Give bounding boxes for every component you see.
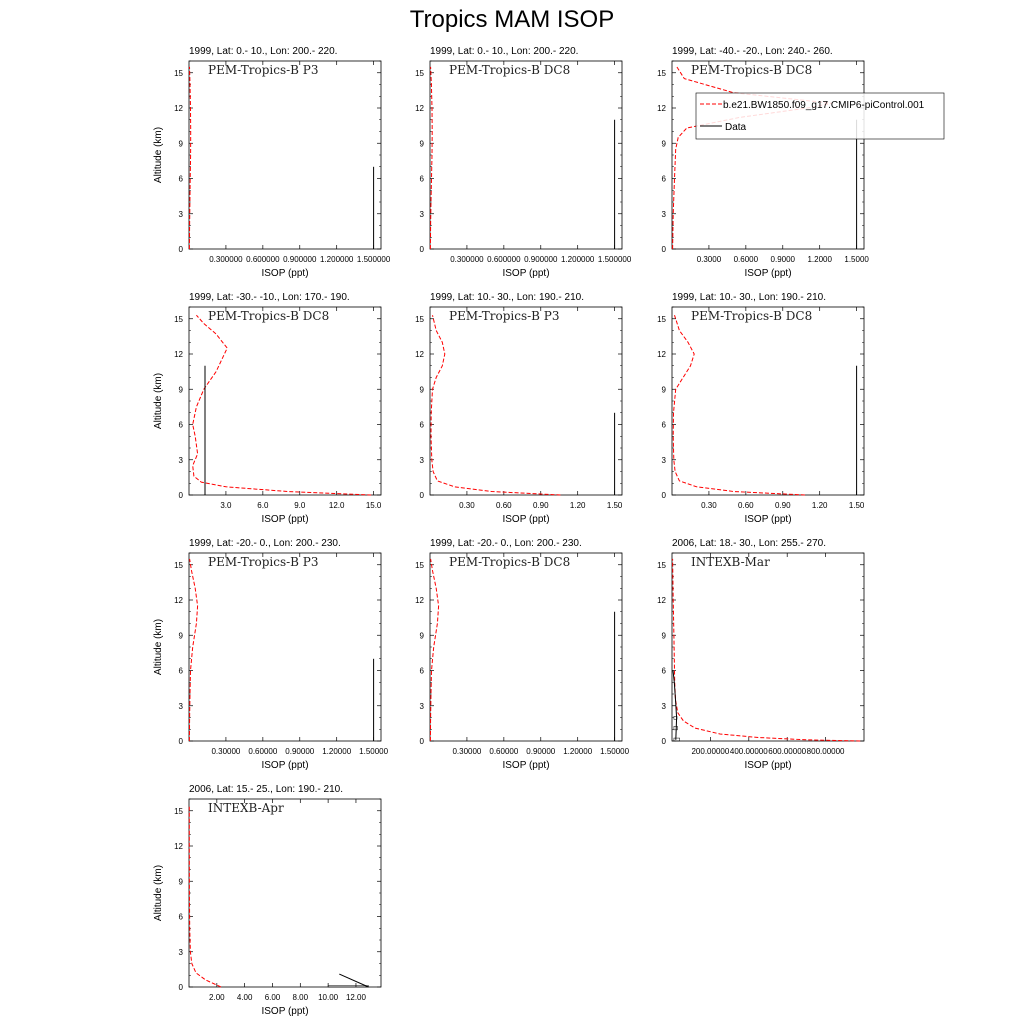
- y-tick-label: 3: [178, 455, 183, 465]
- y-tick-label: 6: [661, 420, 666, 430]
- plot-frame: [430, 307, 622, 495]
- x-tick-label: 0.60: [738, 501, 754, 510]
- x-tick-label: 0.30: [459, 501, 475, 510]
- y-tick-label: 3: [661, 455, 666, 465]
- y-axis-label: Altitude (km): [153, 126, 164, 184]
- plot-frame: [672, 61, 864, 249]
- panel-7: [153, 538, 389, 771]
- panels: [153, 46, 869, 1017]
- y-tick-label: 15: [657, 314, 666, 324]
- y-tick-label: 6: [178, 666, 183, 676]
- campaign-label: PEM-Tropics-B DC8: [691, 63, 813, 77]
- x-tick-label: 0.90: [774, 501, 791, 510]
- x-axis-label: ISOP (ppt): [502, 514, 550, 525]
- x-tick-label: 0.90000: [285, 747, 315, 756]
- x-tick-label: 0.30: [701, 501, 717, 510]
- panel-title: 1999, Lat: 0.- 10., Lon: 200.- 220.: [189, 46, 338, 57]
- legend-data-label: Data: [725, 122, 747, 133]
- y-tick-label: 0: [419, 245, 424, 254]
- y-tick-label: 3: [661, 701, 666, 711]
- y-tick-label: 9: [178, 631, 183, 641]
- panel-title: 1999, Lat: -20.- 0., Lon: 200.- 230.: [430, 538, 582, 549]
- legend: [696, 93, 944, 139]
- campaign-label: PEM-Tropics-B DC8: [449, 555, 571, 569]
- x-tick-label: 9.0: [294, 501, 306, 510]
- panel-title: 1999, Lat: -40.- -20., Lon: 240.- 260.: [672, 46, 833, 57]
- x-tick-label: 0.3000: [696, 255, 722, 264]
- x-tick-label: 6.00: [264, 993, 281, 1002]
- y-tick-label: 12: [415, 104, 424, 113]
- x-axis-label: ISOP (ppt): [261, 760, 309, 771]
- panel-2: [415, 46, 632, 279]
- y-tick-label: 0: [661, 245, 666, 254]
- x-tick-label: 1.20: [811, 501, 828, 510]
- campaign-label: PEM-Tropics-B P3: [208, 555, 319, 569]
- y-tick-label: 15: [174, 314, 183, 324]
- x-tick-label: 1.500000: [356, 255, 391, 264]
- y-tick-label: 6: [419, 420, 424, 430]
- x-tick-label: 0.300000: [450, 255, 484, 264]
- y-tick-label: 9: [178, 877, 183, 887]
- panel-3: [657, 46, 869, 279]
- x-axis-label: ISOP (ppt): [261, 514, 309, 525]
- y-tick-label: 9: [178, 139, 183, 149]
- panel-title: 1999, Lat: 10.- 30., Lon: 190.- 210.: [430, 292, 585, 303]
- x-tick-label: 0.30000: [452, 747, 482, 756]
- y-tick-label: 12: [415, 596, 424, 605]
- legend-model-label: b.e21.BW1850.f09_g17.CMIP6-piControl.001: [723, 100, 925, 111]
- y-tick-label: 12: [657, 104, 666, 113]
- y-tick-label: 9: [419, 139, 424, 149]
- x-tick-label: 0.60000: [489, 747, 519, 756]
- x-tick-label: 200.00000: [691, 747, 730, 756]
- y-tick-label: 9: [178, 385, 183, 395]
- panel-10: [153, 784, 381, 1017]
- x-tick-label: 12.00: [345, 993, 366, 1002]
- x-tick-label: 1.20000: [563, 747, 593, 756]
- y-tick-label: 0: [419, 491, 424, 500]
- y-tick-label: 0: [178, 245, 183, 254]
- x-axis-label: ISOP (ppt): [744, 760, 792, 771]
- y-tick-label: 12: [415, 350, 424, 359]
- y-tick-label: 0: [661, 737, 666, 746]
- panel-4: [153, 292, 382, 525]
- y-tick-label: 3: [419, 209, 424, 219]
- x-tick-label: 0.9000: [770, 255, 796, 264]
- x-tick-label: 1.200000: [320, 255, 354, 264]
- y-tick-label: 9: [661, 139, 666, 149]
- x-tick-label: 1.500000: [597, 255, 632, 264]
- y-tick-label: 3: [419, 701, 424, 711]
- x-tick-label: 800.00000: [806, 747, 845, 756]
- plot-frame: [189, 553, 381, 741]
- x-tick-label: 0.60: [496, 501, 512, 510]
- x-tick-label: 600.00000: [768, 747, 807, 756]
- y-axis-label: Altitude (km): [153, 864, 164, 922]
- y-tick-label: 3: [178, 209, 183, 219]
- plot-frame: [189, 61, 381, 249]
- campaign-label: PEM-Tropics-B DC8: [208, 309, 330, 323]
- y-tick-label: 0: [178, 983, 183, 992]
- y-axis-label: Altitude (km): [153, 372, 164, 430]
- y-tick-label: 9: [661, 631, 666, 641]
- y-tick-label: 6: [419, 666, 424, 676]
- panel-8: [415, 538, 630, 771]
- y-tick-label: 9: [419, 385, 424, 395]
- x-tick-label: 0.30000: [211, 747, 241, 756]
- campaign-label: PEM-Tropics-B P3: [208, 63, 319, 77]
- y-tick-label: 3: [178, 947, 183, 957]
- campaign-label: PEM-Tropics-B DC8: [691, 309, 813, 323]
- x-tick-label: 0.90: [532, 501, 549, 510]
- x-tick-label: 12.0: [328, 501, 345, 510]
- plot-frame: [672, 307, 864, 495]
- y-tick-label: 0: [661, 491, 666, 500]
- panel-title: 1999, Lat: -30.- -10., Lon: 170.- 190.: [189, 292, 350, 303]
- x-tick-label: 3.0: [220, 501, 232, 510]
- x-tick-label: 0.300000: [209, 255, 243, 264]
- y-tick-label: 9: [661, 385, 666, 395]
- y-tick-label: 6: [178, 912, 183, 922]
- panel-title: 1999, Lat: -20.- 0., Lon: 200.- 230.: [189, 538, 341, 549]
- panel-title: 1999, Lat: 0.- 10., Lon: 200.- 220.: [430, 46, 579, 57]
- plot-frame: [189, 799, 381, 987]
- x-tick-label: 1.200000: [561, 255, 595, 264]
- y-tick-label: 12: [657, 596, 666, 605]
- x-axis-label: ISOP (ppt): [744, 514, 792, 525]
- x-tick-label: 0.600000: [487, 255, 521, 264]
- y-tick-label: 12: [174, 842, 183, 851]
- panel-9: [657, 538, 864, 771]
- x-tick-label: 0.900000: [524, 255, 558, 264]
- y-tick-label: 15: [174, 806, 183, 816]
- x-tick-label: 1.50: [848, 501, 865, 510]
- x-tick-label: 6.0: [257, 501, 269, 510]
- y-tick-label: 6: [661, 666, 666, 676]
- y-tick-label: 0: [419, 737, 424, 746]
- panel-title: 2006, Lat: 18.- 30., Lon: 255.- 270.: [672, 538, 827, 549]
- x-tick-label: 0.60000: [248, 747, 278, 756]
- y-tick-label: 6: [178, 420, 183, 430]
- y-tick-label: 12: [174, 104, 183, 113]
- panel-1: [153, 46, 391, 279]
- x-axis-label: ISOP (ppt): [261, 268, 309, 279]
- panel-5: [415, 292, 623, 525]
- x-tick-label: 1.2000: [807, 255, 832, 264]
- y-tick-label: 3: [178, 701, 183, 711]
- y-tick-label: 0: [178, 737, 183, 746]
- campaign-label: PEM-Tropics-B DC8: [449, 63, 571, 77]
- x-tick-label: 1.50000: [600, 747, 630, 756]
- y-tick-label: 15: [657, 560, 666, 570]
- y-tick-label: 6: [178, 174, 183, 184]
- y-tick-label: 12: [657, 350, 666, 359]
- panel-title: 1999, Lat: 10.- 30., Lon: 190.- 210.: [672, 292, 827, 303]
- y-tick-label: 3: [419, 455, 424, 465]
- x-tick-label: 0.6000: [733, 255, 759, 264]
- x-tick-label: 1.20: [569, 501, 586, 510]
- x-axis-label: ISOP (ppt): [502, 760, 550, 771]
- campaign-label: INTEXB-Apr: [208, 801, 284, 815]
- campaign-label: INTEXB-Mar: [691, 555, 770, 569]
- x-axis-label: ISOP (ppt): [744, 268, 792, 279]
- y-tick-label: 15: [415, 560, 424, 570]
- y-tick-label: 15: [174, 560, 183, 570]
- panel-title: 2006, Lat: 15.- 25., Lon: 190.- 210.: [189, 784, 344, 795]
- x-tick-label: 0.900000: [283, 255, 317, 264]
- x-tick-label: 1.50000: [359, 747, 389, 756]
- y-tick-label: 12: [174, 350, 183, 359]
- y-tick-label: 3: [661, 209, 666, 219]
- y-tick-label: 6: [419, 174, 424, 184]
- x-tick-label: 400.00000: [729, 747, 768, 756]
- x-axis-label: ISOP (ppt): [502, 268, 550, 279]
- y-tick-label: 15: [657, 68, 666, 78]
- y-tick-label: 12: [174, 596, 183, 605]
- x-tick-label: 8.00: [292, 993, 309, 1002]
- plot-frame: [189, 307, 381, 495]
- y-tick-label: 15: [415, 68, 424, 78]
- x-axis-label: ISOP (ppt): [261, 1006, 309, 1017]
- x-tick-label: 2.00: [209, 993, 225, 1002]
- plot-frame: [430, 61, 622, 249]
- x-tick-label: 1.50: [606, 501, 623, 510]
- y-tick-label: 6: [661, 174, 666, 184]
- plot-frame: [672, 553, 864, 741]
- y-axis-label: Altitude (km): [153, 618, 164, 676]
- y-tick-label: 9: [419, 631, 424, 641]
- x-tick-label: 1.20000: [322, 747, 352, 756]
- figure-title: Tropics MAM ISOP: [409, 6, 615, 33]
- y-tick-label: 0: [178, 491, 183, 500]
- y-tick-label: 15: [174, 68, 183, 78]
- x-tick-label: 0.600000: [246, 255, 280, 264]
- x-tick-label: 10.00: [318, 993, 339, 1002]
- x-tick-label: 15.0: [365, 501, 382, 510]
- x-tick-label: 1.5000: [844, 255, 869, 264]
- x-tick-label: 4.00: [236, 993, 253, 1002]
- x-tick-label: 0.90000: [526, 747, 556, 756]
- campaign-label: PEM-Tropics-B P3: [449, 309, 560, 323]
- plot-frame: [430, 553, 622, 741]
- y-tick-label: 15: [415, 314, 424, 324]
- panel-6: [657, 292, 865, 525]
